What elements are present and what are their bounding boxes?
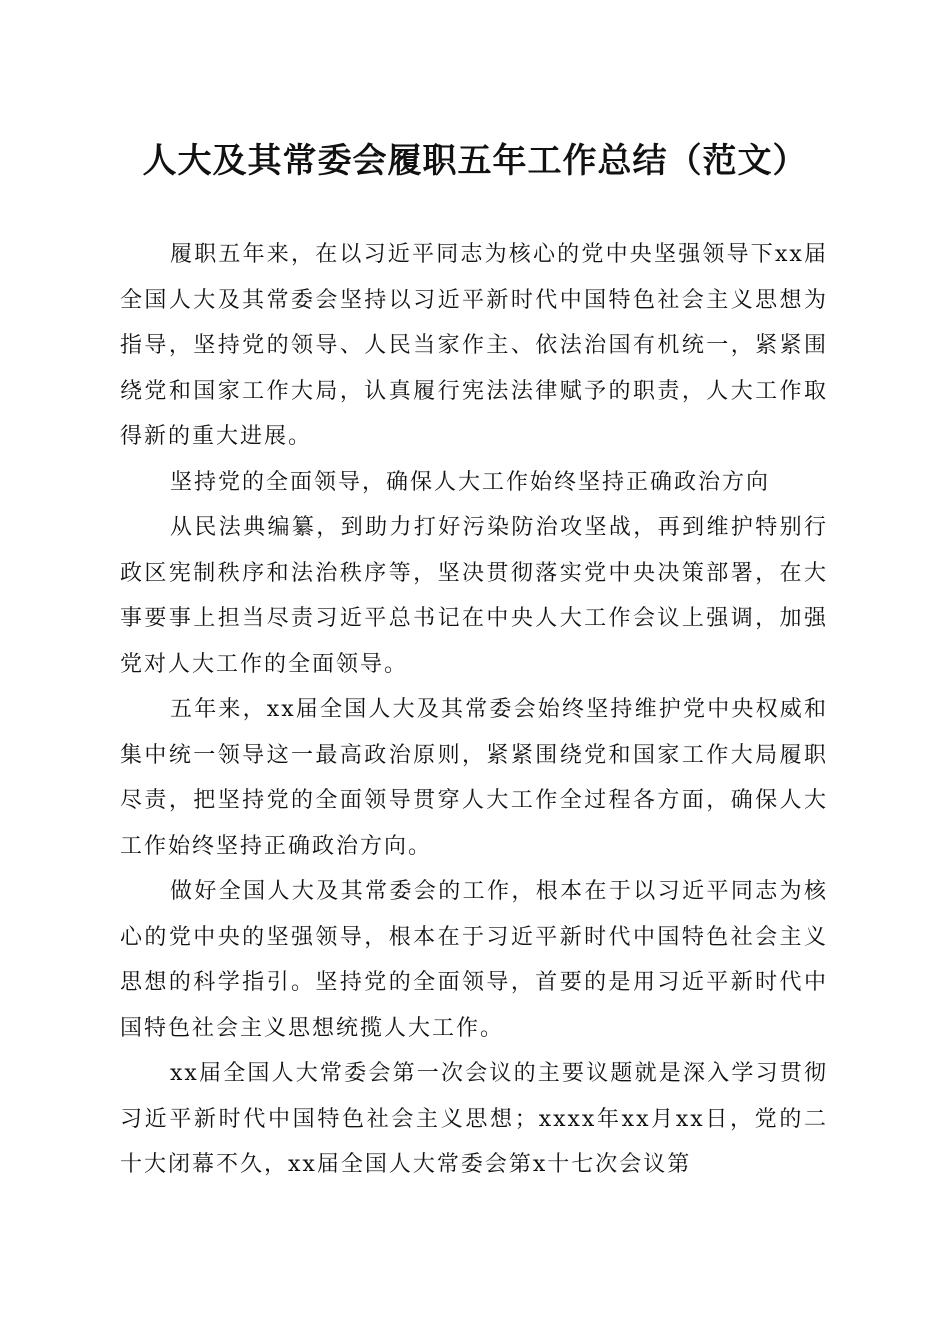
document-title: 人大及其常委会履职五年工作总结（范文）: [142, 141, 808, 181]
paragraph-section-heading: 坚持党的全面领导，确保人大工作始终坚持正确政治方向: [170, 469, 771, 495]
paragraph-intro: 履职五年来，在以习近平同志为核心的党中央坚强领导下xx届全国人大及其常委会坚持以习近平新时代中国特色社会主义思想为指导，坚持党的领导、人民当家作主、依法治国有机统一，紧紧围绕党和国家工作大局，认真履行宪法法律赋予的职责，人大工作取得新的重大进展。: [120, 242, 828, 449]
paragraph-leadership: 做好全国人大及其常委会的工作，根本在于以习近平同志为核心的党中央的坚强领导，根本在于习近平新时代中国特色社会主义思想的科学指引。坚持党的全面领导，首要的是用习近平新时代中国特色社会主义思想统揽人大工作。: [120, 879, 828, 1041]
paragraph-five-years: 五年来，xx届全国人大及其常委会始终坚持维护党中央权威和集中统一领导这一最高政治原则，紧紧围绕党和国家工作大局履职尽责，把坚持党的全面领导贯穿人大工作全过程各方面，确保人大工作始终坚持正确政治方向。: [120, 697, 828, 859]
document-body: [120, 232, 828, 1188]
paragraph-civil-code: 从民法典编纂，到助力打好污染防治攻坚战，再到维护特别行政区宪制秩序和法治秩序等，坚决贯彻落实党中央决策部署，在大事要事上担当尽责习近平总书记在中央人大工作会议上强调，加强党对人大工作的全面领导。: [120, 515, 828, 677]
paragraph-first-session: xx届全国人大常委会第一次会议的主要议题就是深入学习贯彻习近平新时代中国特色社会主义思想；xxxx年xx月xx日，党的二十大闭幕不久，xx届全国人大常委会第x十七次会议第: [120, 1061, 828, 1177]
